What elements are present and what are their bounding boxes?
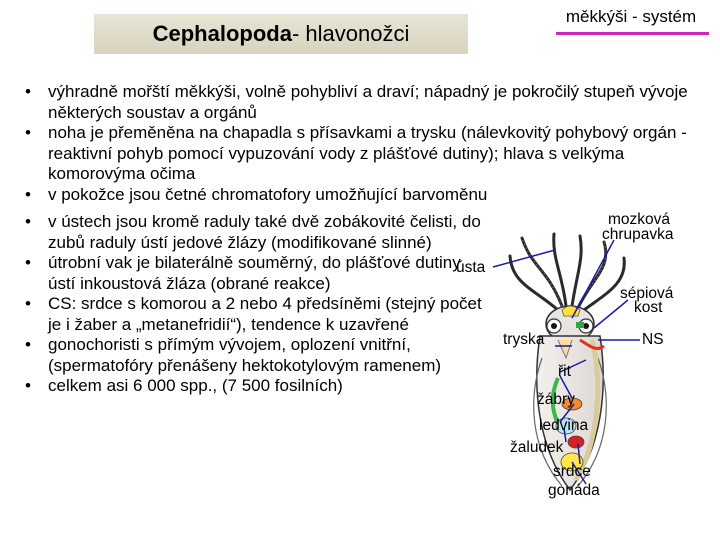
label-sepiova: sépiová — [620, 285, 674, 302]
bullet-item: • noha je přeměněna na chapadla s přísavkami a trysku (nálevkovitý pohybový orgán - reaktivní pohyb pomocí vypuzování vody z plášťové dutiny); hlava s velkýma komorovýma očima — [22, 123, 702, 185]
label-chrupavka: chrupavka — [602, 226, 674, 243]
title-bold: Cephalopoda — [152, 21, 292, 46]
title-rest: - hlavonožci — [291, 21, 410, 46]
bullet-item: • v ústech jsou kromě raduly také dvě zobákovité čelisti, do zubů raduly ústí jedové žlázy (modifikované slinné) — [22, 212, 488, 253]
callout-line — [594, 300, 628, 328]
label-kost: kost — [634, 299, 663, 316]
section-label: měkkýši - systém — [565, 7, 697, 26]
label-usta: ústa — [456, 259, 486, 276]
callout-line — [493, 250, 555, 267]
label-gonada: gonáda — [548, 482, 600, 499]
bullet-item: • celkem asi 6 000 spp., (7 500 fosilních) — [22, 376, 488, 397]
label-tryska: tryska — [503, 331, 545, 348]
label-zabry: žábry — [537, 391, 575, 408]
callout-line — [572, 240, 614, 318]
label-rit: řit — [558, 363, 571, 380]
label-mozkova: mozková — [608, 211, 671, 228]
bullet-item: • výhradně mořští měkkýši, volně pohybliví a draví; nápadný je pokročilý stupeň vývoje některých soustav a orgánů — [22, 82, 702, 123]
label-ledvina: ledvina — [539, 417, 589, 434]
bullet-item: • útrobní vak je bilaterálně souměrný, do plášťové dutiny ústí inkoustová žláza (obrané reakce) — [22, 253, 488, 294]
bullet-item: • CS: srdce s komorou a 2 nebo 4 předsíněmi (stejný počet je i žaber a „metanefridií“), tendence k uzavřené — [22, 294, 488, 335]
label-zaludek: žaludek — [510, 439, 564, 456]
bullet-item: • v pokožce jsou četné chromatofory umožňující barvoměnu — [22, 185, 702, 206]
bullet-item: • gonochoristi s přímým vývojem, oplození vnitřní, (spermatofóry přenášeny hektokotylovým ramenem) — [22, 335, 488, 376]
label-ns: NS — [642, 331, 664, 348]
label-srdce: srdce — [553, 463, 591, 480]
callout-line — [578, 444, 580, 464]
